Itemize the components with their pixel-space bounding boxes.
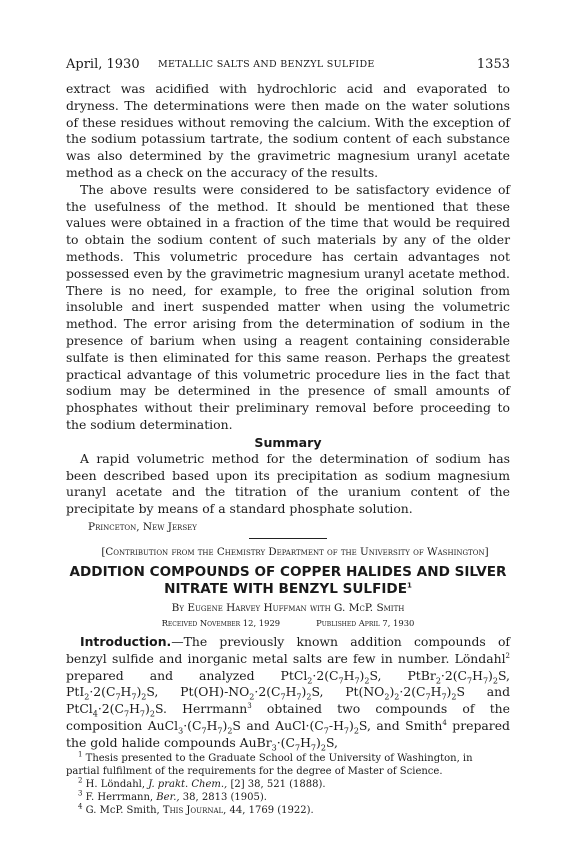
footnote-2: $^2$ H. Löndahl, J. prakt. Chem., [2] 38, 521 (1888). [78, 776, 326, 790]
article-dates [66, 617, 510, 630]
footnote-2-reference: [2] 38, 521 (1888). [230, 778, 326, 790]
footnote-3: $^3$ F. Herrmann, Ber., 38, 2813 (1905). [78, 789, 267, 803]
title-line-2: NITRATE WITH BENZYL SULFIDE [164, 580, 407, 597]
paragraph-continued: extract was acidified with hydrochloric acid and evaporated to dryness. The determinations were then made on the water solutions of these residues without removing the calcium. With the exception of the sodium potassium tartrate, the sodium content of each substance was also determined by the gravimetric magnesium uranyl acetate method as a check on the accuracy of the results. [66, 81, 510, 180]
title-footnote-mark: 1 [407, 581, 412, 590]
published-date: Published April 7, 1930 [316, 617, 415, 628]
footnote-1-line-1: Thesis presented to the Graduate School of the University of Washington, in [85, 752, 473, 764]
footnote-1-continued: partial fulfilment of the requirements for the degree of Master of Science. [66, 765, 443, 777]
footnote-2-journal: J. prakt. Chem., [148, 778, 228, 790]
header-running-title: METALLIC SALTS AND BENZYL SULFIDE [158, 59, 375, 70]
header-date: April, 1930 [66, 57, 140, 72]
received-date: Received November 12, 1929 [161, 617, 281, 628]
article-byline: By Eugene Harvey Huffman with G. McP. Smith [171, 601, 405, 614]
paragraph-discussion: The above results were considered to be satisfactory evidence of the usefulness of the method. It should be mentioned that these values were obtained in a fraction of the time that would be required to obtain the sodium content of such materials by any of the older methods. This volumetric procedure has certain advantages not possessed even by the gravimetric magnesium uranyl acetate method. There is no need, for example, to free the original solution from insoluble and inert suspended matter when using the volumetric method. The error arising from the determination of sodium in the presence of barium when using a reagent containing considerable sulfate is then eliminated for this same reason. Perhaps the greatest practical advantage of this volumetric procedure lies in the fact that sodium may be determined in the presence of small amounts of phosphates without their preliminary removal before proceeding to the sodium determination. [66, 181, 510, 432]
summary-text: A rapid volumetric method for the determination of sodium has been described based upon its precipitation as sodium magnesium uranyl acetate and the titration of the uranium content of the precipitate by means of a standard phosphate solution. [66, 450, 510, 517]
footnote-4-author: G. McP. Smith, [85, 804, 160, 816]
introduction-heading: Introduction. [80, 633, 172, 649]
footnote-3-reference: 38, 2813 (1905). [182, 791, 267, 803]
page-body [66, 81, 510, 817]
footnote-4: $^4$ G. McP. Smith, This Journal, 44, 1769 (1922). [78, 802, 314, 816]
footnote-3-journal: Ber., [156, 791, 180, 803]
summary-heading: Summary [254, 434, 322, 450]
author-location: Princeton, New Jersey [88, 520, 197, 533]
header-page-number: 1353 [476, 57, 510, 72]
running-header [66, 57, 510, 75]
footnote-3-author: F. Herrmann, [85, 791, 154, 803]
footnote-1: $^1$ Thesis presented to the Graduate School of the University of Washington, in [78, 750, 473, 764]
section-divider [249, 538, 327, 539]
contribution-note: [Contribution from the Chemistry Department of the University of Washington] [101, 545, 489, 558]
footnote-4-reference: 44, 1769 (1922). [229, 804, 314, 816]
footnote-4-journal: This Journal, [162, 804, 227, 816]
introduction-paragraph: Introduction.—The previously known addition compounds of benzyl sulfide and inorganic metal salts are few in number. Löndahl$^2$ prepared and analyzed $PtCl_2\cdot 2(C_7H_7)_2S$, $PtBr_2\cdot 2(C_7H_7)_2S$, $PtI_2\cdot 2(C_7H_7)_2S$, $Pt(OH)-NO_2\cdot 2(C_7H_7)_2S$, $Pt(NO_2)_2\cdot 2(C_7H_7)_2S$ and $PtCl_4\cdot 2(C_7H_7)_2S$. Herrmann$^3$ obtained two compounds of the composition $AuCl_3\cdot(C_7H_7)_2S$ and $AuCl\cdot(C_7-H_7)_2S$, and Smith$^4$ prepared the gold halide compounds $AuBr_3\cdot(C_7H_7)_2S$, [66, 633, 511, 753]
title-line-1: ADDITION COMPOUNDS OF COPPER HALIDES AND SILVER [69, 563, 507, 580]
article-title [66, 564, 510, 598]
footnote-2-author: H. Löndahl, [85, 778, 146, 790]
